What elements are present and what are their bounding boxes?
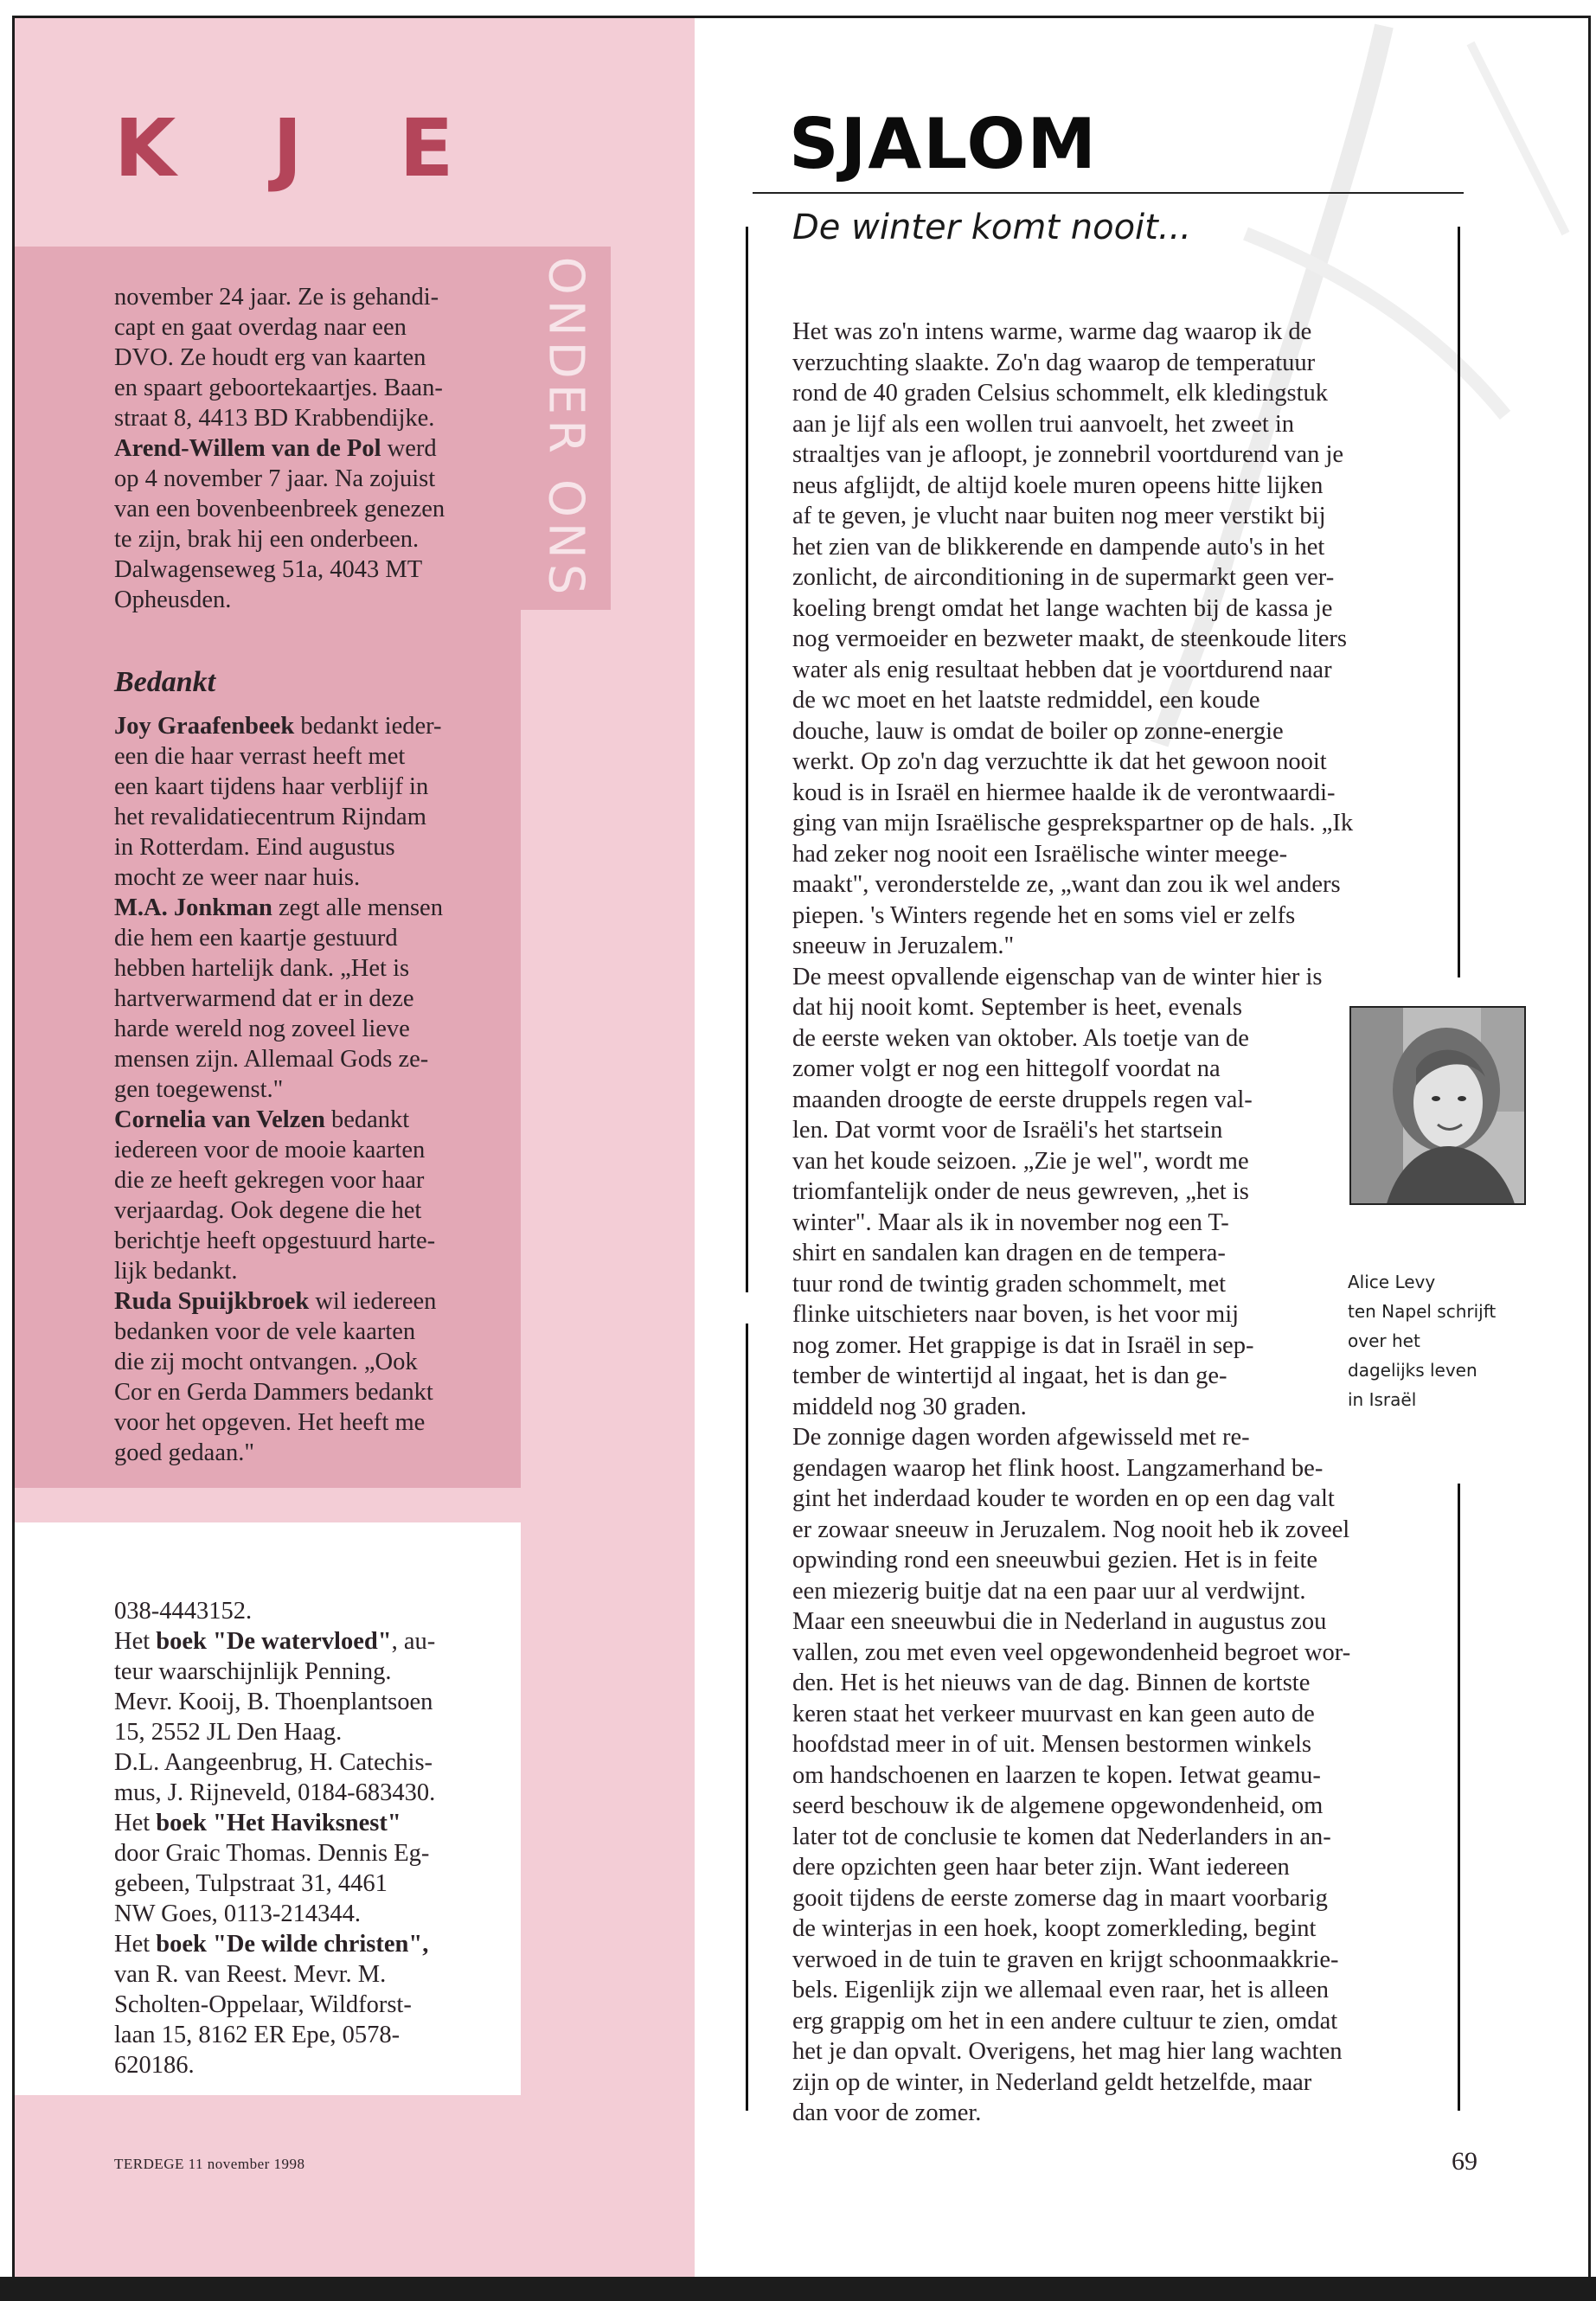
text-line: keren staat het verkeer muurvast en kan geen auto de <box>792 1700 1315 1727</box>
left-margin-line-lower <box>746 1324 748 2111</box>
text-line: lijk bedankt. <box>114 1258 238 1285</box>
text-line: den. Het is het nieuws van de dag. Binnen de kortste <box>792 1670 1311 1696</box>
text-line: NW Goes, 0113-214344. <box>114 1900 361 1927</box>
text-line: te zijn, brak hij een onderbeen. <box>114 526 420 553</box>
text-line: gendagen waarop het flink hoost. Langzamerhand be- <box>792 1454 1324 1482</box>
text-line: verwoed in de tuin te graven en krijgt schoonmaakkrie- <box>792 1945 1339 1973</box>
article-title: SJALOM <box>789 104 1099 184</box>
text-line: door Graic Thomas. Dennis Eg- <box>114 1840 430 1867</box>
text-line: gint het inderdaad kouder te worden en op een dag valt <box>792 1485 1335 1512</box>
text-line: Opheusden. <box>114 586 232 613</box>
right-margin-line <box>1458 227 1460 977</box>
text-line: 15, 2552 JL Den Haag. <box>114 1719 343 1746</box>
text-line: shirt en sandalen kan dragen en de tempera- <box>792 1240 1226 1266</box>
text-line: De meest opvallende eigenschap van de winter hier is <box>792 963 1323 990</box>
text-line: bels. Eigenlijk zijn we allemaal even raar, het is alleen <box>792 1977 1330 2003</box>
text-fragment: , au- <box>391 1628 436 1655</box>
book-title: boek "De wilde christen", <box>156 1931 429 1958</box>
text-line: had zeker nog nooit een Israëlische winter meege- <box>792 840 1288 868</box>
text-line <box>114 1105 499 1135</box>
text-line: 038-4443152. <box>114 1598 253 1625</box>
text-line: hartverwarmend dat er in deze <box>114 985 414 1012</box>
portrait-illustration <box>1351 1008 1526 1205</box>
text-line: hoofdstad meer in of uit. Mensen bestormen winkels <box>792 1731 1311 1758</box>
text-line: aan je lijf als een wollen trui aanvoelt, het zweet in <box>792 410 1295 438</box>
text-line: mus, J. Rijneveld, 0184-683430. <box>114 1779 436 1806</box>
text-line: water als enig resultaat hebben dat je voortdurend naar <box>792 656 1332 683</box>
vertical-label: ONDER ONS <box>537 256 594 600</box>
photo-caption <box>1348 1267 1521 1414</box>
text-line: flinke uitschieters naar boven, is het voor mij <box>792 1301 1240 1328</box>
text-line: voor het opgeven. Het heeft me <box>114 1409 426 1436</box>
text-line: maanden droogte de eerste druppels regen val- <box>792 1086 1253 1113</box>
right-margin-line-lower <box>1458 1484 1460 2111</box>
text-line: dere opzichten geen haar beter zijn. Want iedereen <box>792 1854 1290 1881</box>
heading-letter: K <box>114 102 178 195</box>
frame-left <box>0 16 15 2291</box>
frame-bottom <box>0 2277 1596 2301</box>
text-line: erg grappig om het in een andere cultuur te zien, omdat <box>792 2007 1338 2035</box>
vertical-label-box <box>521 247 611 610</box>
text-line: om handschoenen en laarzen te kopen. Ietwat geamu- <box>792 1761 1321 1789</box>
text-line: koeling brengt omdat het lange wachten bij de kassa je <box>792 594 1333 622</box>
text-line: straaltjes van je afloopt, je zonnebril voortdurend van je <box>792 441 1344 468</box>
text-line: sneeuw in Jeruzalem." <box>792 933 1015 959</box>
text-line: van een bovenbeenbreek genezen <box>114 496 445 522</box>
person-name: Cornelia van Velzen <box>114 1106 325 1133</box>
text-line: Maar een sneeuwbui die in Nederland in augustus zou <box>792 1608 1327 1635</box>
text-line: De zonnige dagen worden afgewisseld met re- <box>792 1424 1250 1451</box>
text-line: en spaart geboortekaartjes. Baan- <box>114 375 443 401</box>
text-fragment: bedankt ieder- <box>294 713 442 740</box>
text-fragment: wil iedereen <box>309 1288 437 1315</box>
text-line: die ze heeft gekregen voor haar <box>114 1167 425 1194</box>
text-line: de winterjas in een hoek, koopt zomerkleding, begint <box>792 1915 1317 1942</box>
person-name: M.A. Jonkman <box>114 894 272 921</box>
article-subtitle: De winter komt nooit... <box>792 208 1191 247</box>
text-line: gooit tijdens de eerste zomerse dag in maart voorbarig <box>792 1884 1328 1912</box>
text-line: een die haar verrast heeft met <box>114 743 406 770</box>
article-body <box>792 317 1422 2129</box>
text-line: triomfantelijk onder de neus gewreven, „het is <box>792 1178 1249 1205</box>
text-fragment: zegt alle mensen <box>272 894 443 921</box>
text-line: straat 8, 4413 BD Krabbendijke. <box>114 405 435 432</box>
person-name: Arend-Willem van de Pol <box>114 435 381 462</box>
text-line: tember de wintertijd al ingaat, het is dan ge- <box>792 1362 1227 1389</box>
text-line <box>114 1626 495 1657</box>
text-line <box>114 1808 495 1838</box>
text-line: de eerste weken van oktober. Als toetje van de <box>792 1024 1249 1052</box>
text-line: DVO. Ze houdt erg van kaarten <box>114 344 426 371</box>
text-line: vallen, zou met even veel opgewondenheid begroet wor- <box>792 1638 1351 1666</box>
text-line: mensen zijn. Allemaal Gods ze- <box>114 1046 429 1073</box>
text-line: iedereen voor de mooie kaarten <box>114 1137 426 1163</box>
text-line: een miezerig buitje dat na een paar uur al verdwijnt. <box>792 1577 1306 1605</box>
book-title: boek "De watervloed" <box>156 1628 392 1655</box>
text-line: later tot de conclusie te komen dat Nederlanders in an- <box>792 1823 1331 1850</box>
text-line: douche, lauw is omdat de boiler op zonne-energie <box>792 717 1284 745</box>
text-line: middeld nog 30 graden. <box>792 1393 1027 1420</box>
text-line: november 24 jaar. Ze is gehandi- <box>114 284 439 311</box>
text-line: koud is in Israël en hiermee haalde ik de verontwaardi- <box>792 779 1336 806</box>
text-line: zonlicht, de airconditioning in de supermarkt geen ver- <box>792 564 1335 591</box>
text-line: seerd beschouw ik de algemene opgewondenheid, om <box>792 1792 1324 1819</box>
text-line: gen toegewenst." <box>114 1076 284 1103</box>
text-line: dan voor de zomer. <box>792 2099 982 2126</box>
text-line <box>114 893 499 923</box>
text-line: het revalidatiecentrum Rijndam <box>114 804 426 830</box>
text-line: nog zomer. Het grappige is dat in Israël in sep- <box>792 1331 1254 1359</box>
text-line: van R. van Reest. Mevr. M. <box>114 1961 387 1988</box>
text-line: werkt. Op zo'n dag verzuchtte ik dat het gewoon nooit <box>792 748 1327 775</box>
text-line: in Rotterdam. Eind augustus <box>114 834 395 861</box>
text-line: Cor en Gerda Dammers bedankt <box>114 1379 433 1406</box>
text-line: piepen. 's Winters regende het en soms viel er zelfs <box>792 901 1296 929</box>
text-fragment: bedankt <box>324 1106 410 1133</box>
title-rule <box>753 192 1464 194</box>
bedankt-heading: Bedankt <box>114 666 216 698</box>
text-line: verjaardag. Ook degene die het <box>114 1197 422 1224</box>
caption-line: in Israël <box>1348 1389 1417 1410</box>
author-photo <box>1349 1006 1526 1205</box>
text-line: len. Dat vormt voor de Israëli's het startsein <box>792 1117 1223 1144</box>
left-intro-block <box>114 282 495 615</box>
caption-line: dagelijks leven <box>1348 1360 1477 1381</box>
text-line: bedanken voor de vele kaarten <box>114 1318 416 1345</box>
book-title: boek "Het Haviksnest" <box>156 1810 401 1836</box>
text-line: teur waarschijnlijk Penning. <box>114 1658 392 1685</box>
text-line: op 4 november 7 jaar. Na zojuist <box>114 465 436 492</box>
text-line: ging van mijn Israëlische gesprekspartner op de hals. „Ik <box>792 810 1354 836</box>
text-line <box>114 433 495 464</box>
text-line <box>114 1286 499 1317</box>
caption-line: ten Napel schrijft <box>1348 1301 1497 1322</box>
bedankt-block <box>114 711 499 1468</box>
text-line: opwinding rond een sneeuwbui gezien. Het is in feite <box>792 1547 1318 1574</box>
person-name: Ruda Spuijkbroek <box>114 1288 310 1315</box>
text-line: hebben hartelijk dank. „Het is <box>114 955 410 982</box>
text-line: gebeen, Tulpstraat 31, 4461 <box>114 1870 388 1897</box>
text-line: winter". Maar als ik in november nog een T- <box>792 1208 1229 1236</box>
left-margin-line <box>746 227 748 1292</box>
text-line: Mevr. Kooij, B. Thoenplantsoen <box>114 1689 433 1715</box>
text-line: laan 15, 8162 ER Epe, 0578- <box>114 2022 401 2048</box>
text-line: Scholten-Oppelaar, Wildforst- <box>114 1991 412 2018</box>
text-line: dat hij nooit komt. September is heet, evenals <box>792 994 1243 1021</box>
person-name: Joy Graafenbeek <box>114 713 295 740</box>
text-line: rond de 40 graden Celsius schommelt, elk kledingstuk <box>792 380 1328 407</box>
text-line: nog vermoeider en bezweter maakt, de steenkoude liters <box>792 625 1347 652</box>
heading-letter: E <box>399 102 456 195</box>
text-line: berichtje heeft opgestuurd harte- <box>114 1227 436 1254</box>
text-line: af te geven, je vlucht naar buiten nog meer verstikt bij <box>792 503 1326 529</box>
text-line: van het koude seizoen. „Zie je wel", wordt me <box>792 1147 1249 1175</box>
text-line: het je dan opvalt. Overigens, het mag hier lang wachten <box>792 2038 1343 2065</box>
heading-letter: J <box>272 102 304 195</box>
text-line <box>114 711 499 741</box>
text-line: capt en gaat overdag naar een <box>114 314 407 341</box>
caption-line: over het <box>1348 1330 1420 1351</box>
paragraph-beside-photo <box>792 992 1298 1422</box>
text-line: die zij mocht ontvangen. „Ook <box>114 1349 418 1375</box>
frame-right <box>1588 16 1596 2291</box>
text-line: zijn op de winter, in Nederland geldt hetzelfde, maar <box>792 2068 1312 2096</box>
text-line: tuur rond de twintig graden schommelt, met <box>792 1270 1227 1298</box>
text-fragment: werd <box>381 435 437 462</box>
text-line: 620186. <box>114 2052 195 2079</box>
text-line: neus afglijdt, de altijd koele muren opeens hitte lijken <box>792 471 1324 499</box>
text-line: D.L. Aangeenbrug, H. Catechis- <box>114 1749 433 1776</box>
text-line: het zien van de blikkerende en dampende auto's in het <box>792 533 1325 561</box>
caption-line: Alice Levy <box>1348 1272 1436 1292</box>
section-heading-letters <box>114 102 550 195</box>
text-line: zomer volgt er nog een hittegolf voordat na <box>792 1055 1221 1082</box>
text-line: een kaart tijdens haar verblijf in <box>114 773 429 800</box>
text-line: maakt", veronderstelde ze, „want dan zou ik wel anders <box>792 871 1341 898</box>
text-line: de wc moet en het laatste redmiddel, een koude <box>792 687 1260 714</box>
text-line: verzuchting slaakte. Zo'n dag waarop de temperatuur <box>792 349 1316 376</box>
text-line: Dalwagenseweg 51a, 4043 MT <box>114 556 423 583</box>
text-line: Het was zo'n intens warme, warme dag waarop ik de <box>792 318 1312 345</box>
text-line: goed gedaan." <box>114 1439 254 1466</box>
page-number: 69 <box>1452 2147 1477 2176</box>
text-fragment: Het <box>114 1810 157 1836</box>
text-line <box>114 1929 495 1959</box>
text-line: harde wereld nog zoveel lieve <box>114 1016 410 1042</box>
footer-publication: TERDEGE 11 november 1998 <box>114 2156 305 2172</box>
text-fragment: Het <box>114 1931 157 1958</box>
books-block <box>114 1596 495 2080</box>
text-line: mocht ze weer naar huis. <box>114 864 361 891</box>
text-line: er zowaar sneeuw in Jeruzalem. Nog nooit heb ik zoveel <box>792 1516 1350 1543</box>
text-line: die hem een kaartje gestuurd <box>114 925 398 952</box>
text-fragment: Het <box>114 1628 157 1655</box>
